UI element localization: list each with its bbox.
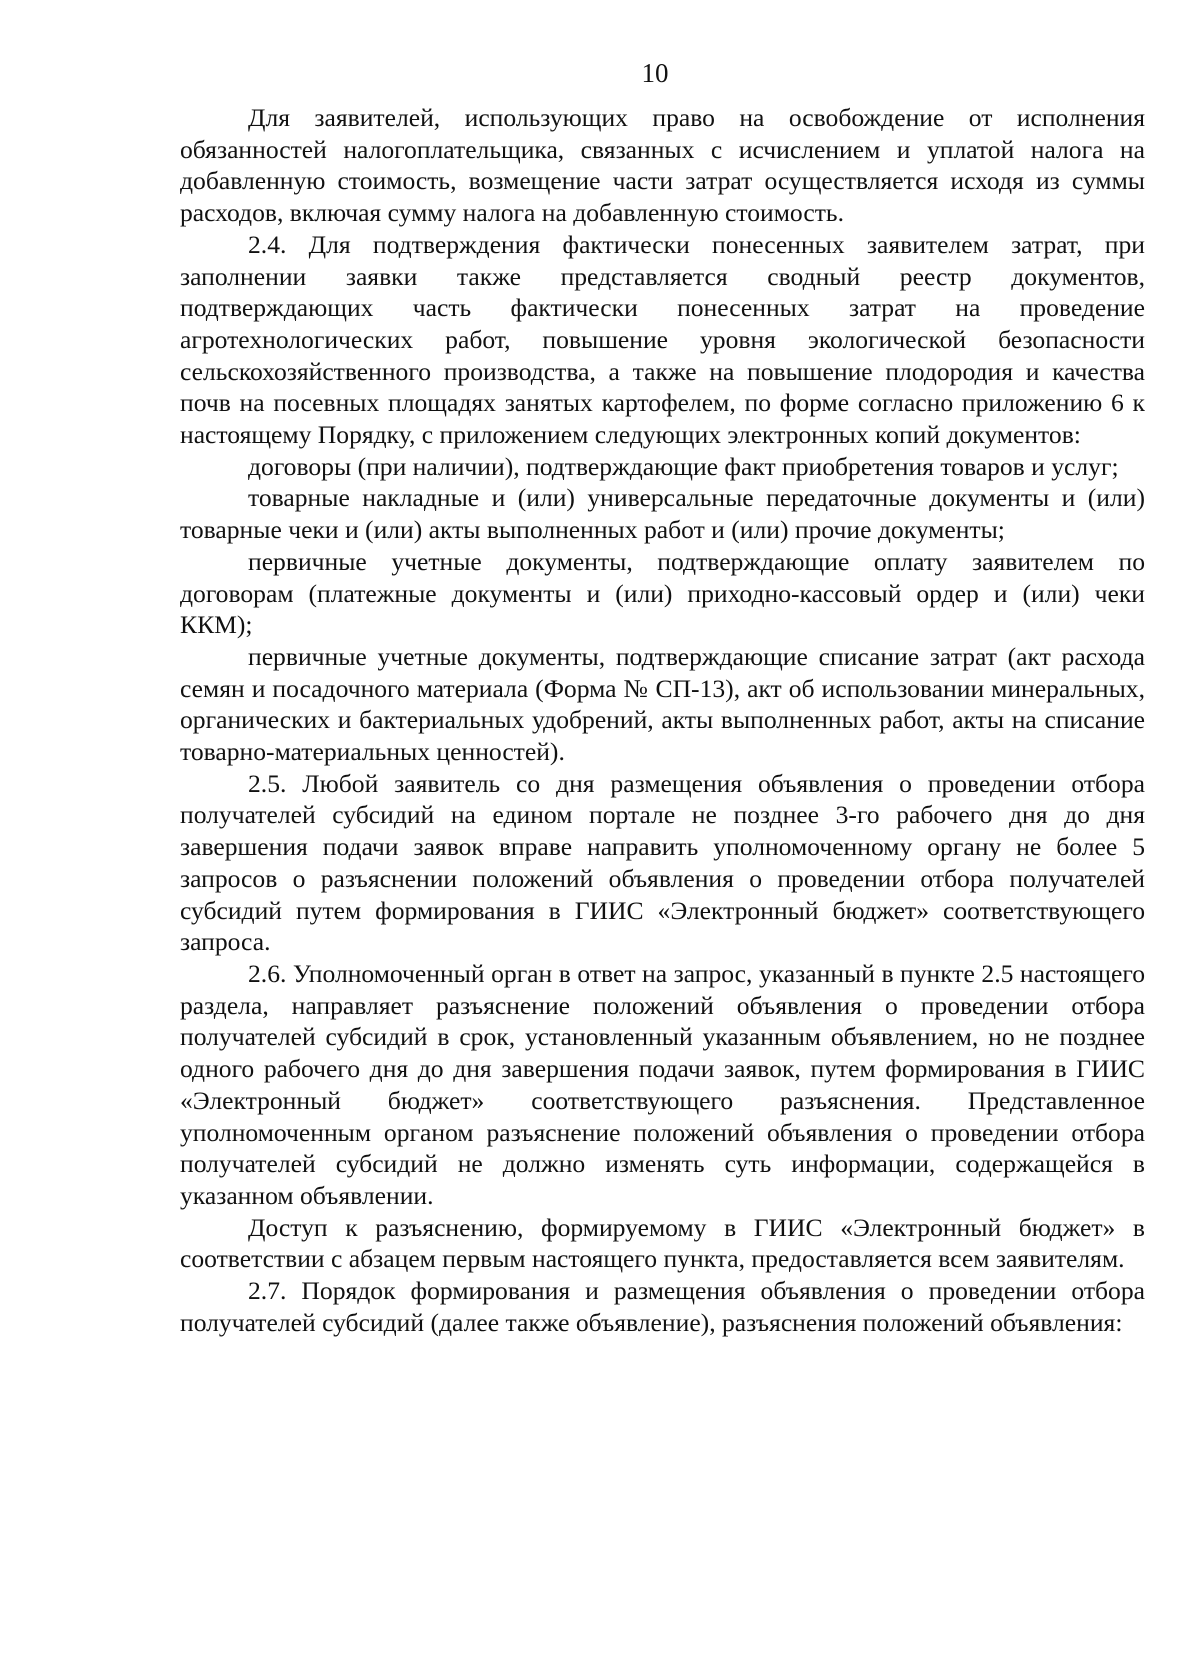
list-item-write-off-documents: первичные учетные документы, подтверждающие списание затрат (акт расхода семян и посадочного материала (Форма № СП-13), акт об использовании минеральных, органических и бактериальных удобрений, акты выполненных работ, акты на списание товарно-материальных ценностей). <box>180 641 1145 767</box>
paragraph-2-5: 2.5. Любой заявитель со дня размещения объявления о проведении отбора получателей субсидий на едином портале не позднее 3-го рабочего дня до дня завершения подачи заявок вправе направить уполномоченному органу не более 5 запросов о разъяснении положений объявления о проведении отбора получателей субсидий путем формирования в ГИИС «Электронный бюджет» соответствующего запроса. <box>180 768 1145 957</box>
list-item-contracts: договоры (при наличии), подтверждающие факт приобретения товаров и услуг; <box>248 451 1119 481</box>
paragraph-2-6: 2.6. Уполномоченный орган в ответ на запрос, указанный в пункте 2.5 настоящего раздела, направляет разъяснение положений объявления о проведении отбора получателей субсидий в срок, установленный указанным объявлением, но не позднее одного рабочего дня до дня завершения подачи заявок, путем формирования в ГИИС «Электронный бюджет» соответствующего разъяснения. Представленное уполномоченным органом разъяснение положений объявления о проведении отбора получателей субсидий не должно изменять суть информации, содержащейся в указанном объявлении. <box>180 958 1145 1210</box>
document-body <box>180 102 1145 1338</box>
paragraph-vat-exemption: Для заявителей, использующих право на освобождение от исполнения обязанностей налогоплательщика, связанных с исчислением и уплатой налога на добавленную стоимость, возмещение части затрат осуществляется исходя из суммы расходов, включая сумму налога на добавленную стоимость. <box>180 103 1145 228</box>
list-item-invoices: товарные накладные и (или) универсальные передаточные документы и (или) товарные чеки и (или) акты выполненных работ и (или) прочие документы; <box>180 483 1145 545</box>
list-item-payment-documents: первичные учетные документы, подтверждающие оплату заявителем по договорам (платежные документы и (или) приходно-кассовый ордер и (или) чеки ККМ); <box>180 546 1145 640</box>
paragraph-access-to-clarification: Доступ к разъяснению, формируемому в ГИИС «Электронный бюджет» в соответствии с абзацем первым настоящего пункта, предоставляется всем заявителям. <box>180 1212 1145 1274</box>
page-number: 10 <box>641 58 669 88</box>
paragraph-2-4: 2.4. Для подтверждения фактически понесенных заявителем затрат, при заполнении заявки также представляется сводный реестр документов, подтверждающих часть фактически понесенных затрат на проведение агротехнологических работ, повышение уровня экологической безопасности сельскохозяйственного производства, а также на повышение плодородия и качества почв на посевных площадях занятых картофелем, по форме согласно приложению 6 к настоящему Порядку, с приложением следующих электронных копий документов: <box>180 229 1145 450</box>
paragraph-2-7: 2.7. Порядок формирования и размещения объявления о проведении отбора получателей субсидий (далее также объявление), разъяснения положений объявления: <box>180 1276 1145 1337</box>
